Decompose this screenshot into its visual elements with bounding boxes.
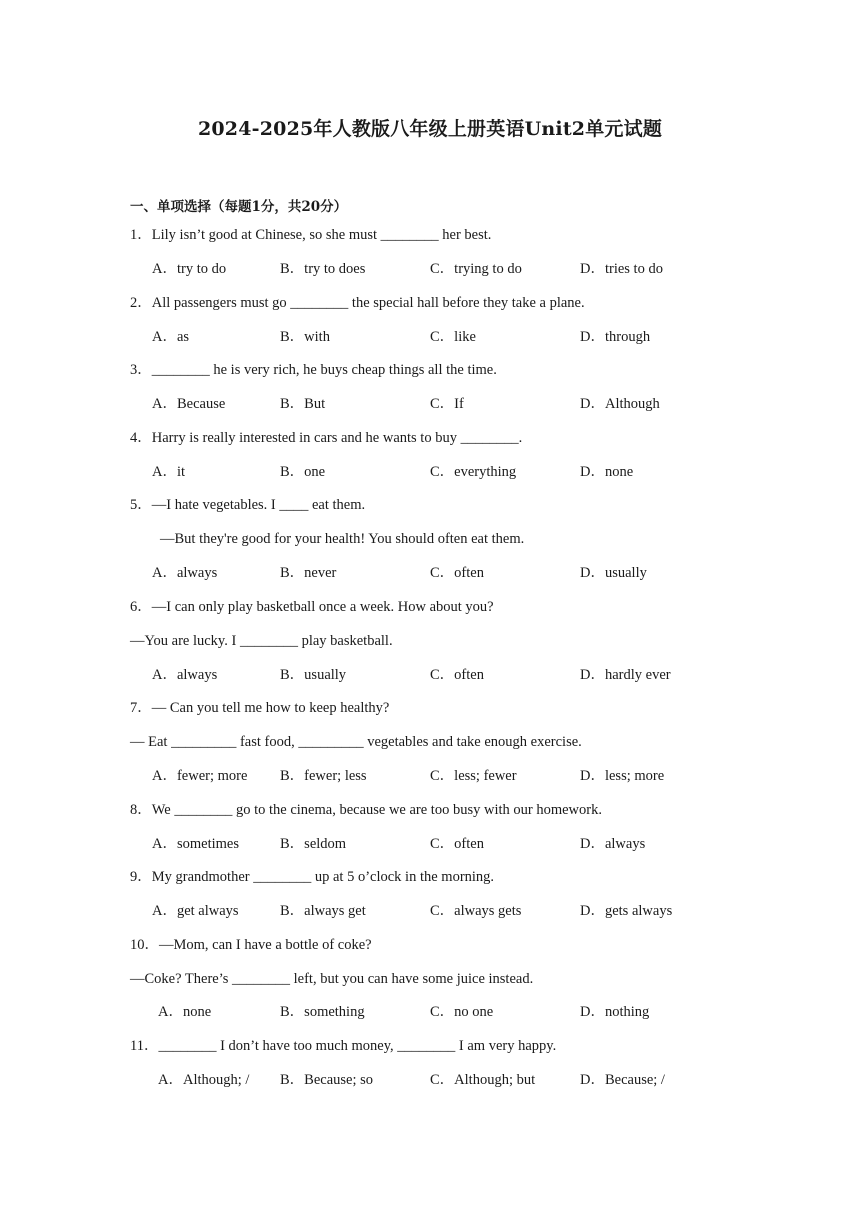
option-d: D．tries to do (580, 261, 663, 277)
option-b: B．something (280, 1004, 365, 1020)
question-stem: 3．________ he is very rich, he buys cheap things all the time. (130, 362, 497, 378)
option-c: C．often (430, 565, 484, 581)
option-a: A．always (152, 667, 218, 683)
question-stem: 4．Harry is really interested in cars and he wants to buy ________. (130, 430, 523, 446)
option-c: C．always gets (430, 903, 522, 919)
option-d: D．none (580, 464, 634, 480)
question-stem-line: —But they're good for your health! You should often eat them. (160, 531, 525, 547)
option-b: B．seldom (280, 836, 347, 852)
option-b: B．one (280, 464, 326, 480)
question-stem-line: — Eat _________ fast food, _________ vegetables and take enough exercise. (130, 734, 582, 750)
question-stem: 5．—I hate vegetables. I ____ eat them. (130, 497, 366, 513)
option-b: B．Because; so (280, 1072, 374, 1088)
option-d: D．nothing (580, 1004, 650, 1020)
option-b: B．fewer; less (280, 768, 367, 784)
option-c: C．everything (430, 464, 517, 480)
option-a: A．Although; / (158, 1072, 250, 1088)
option-c: C．Although; but (430, 1072, 536, 1088)
question-stem-line: —Coke? There’s ________ left, but you can have some juice instead. (130, 971, 534, 987)
option-a: A．as (152, 329, 190, 345)
question-stem: 11．________ I don’t have too much money, ________ I am very happy. (130, 1038, 557, 1054)
option-b: B．But (280, 396, 326, 412)
option-b: B．with (280, 329, 330, 345)
question-stem: 2．All passengers must go ________ the special hall before they take a plane. (130, 295, 585, 311)
option-a: A．try to do (152, 261, 227, 277)
option-d: D．always (580, 836, 646, 852)
question-stem: 1．Lily isn’t good at Chinese, so she must ________ her best. (130, 227, 492, 243)
option-a: A．fewer; more (152, 768, 248, 784)
option-c: C．no one (430, 1004, 494, 1020)
question-stem-line: —You are lucky. I ________ play basketball. (130, 633, 393, 649)
question-stem: 8．We ________ go to the cinema, because we are too busy with our homework. (130, 802, 602, 818)
question-stem: 7．— Can you tell me how to keep healthy? (130, 700, 390, 716)
page-title: 2024-2025年人教版八年级上册英语Unit2单元试题 (197, 118, 663, 140)
question-stem: 9．My grandmother ________ up at 5 o’clock in the morning. (130, 869, 495, 885)
option-c: C．often (430, 836, 484, 852)
option-a: A．always (152, 565, 218, 581)
question-stem: 10．—Mom, can I have a bottle of coke? (130, 937, 372, 953)
option-b: B．always get (280, 903, 366, 919)
option-a: A．Because (152, 396, 226, 412)
option-d: D．gets always (580, 903, 673, 919)
option-c: C．If (430, 396, 464, 412)
section-heading: 一、单项选择（每题1分，共20分） (130, 199, 348, 215)
option-d: D．usually (580, 565, 647, 581)
option-c: C．like (430, 329, 476, 345)
option-d: D．Because; / (580, 1072, 665, 1088)
option-d: D．through (580, 329, 651, 345)
option-c: C．trying to do (430, 261, 522, 277)
option-b: B．never (280, 565, 337, 581)
option-a: A．it (152, 464, 186, 480)
option-d: D．hardly ever (580, 667, 671, 683)
option-a: A．get always (152, 903, 239, 919)
option-a: A．sometimes (152, 836, 239, 852)
option-a: A．none (158, 1004, 212, 1020)
option-c: C．less; fewer (430, 768, 517, 784)
option-d: D．less; more (580, 768, 665, 784)
option-b: B．try to does (280, 261, 366, 277)
option-b: B．usually (280, 667, 347, 683)
option-c: C．often (430, 667, 484, 683)
option-d: D．Although (580, 396, 660, 412)
question-stem: 6．—I can only play basketball once a week. How about you? (130, 599, 494, 615)
